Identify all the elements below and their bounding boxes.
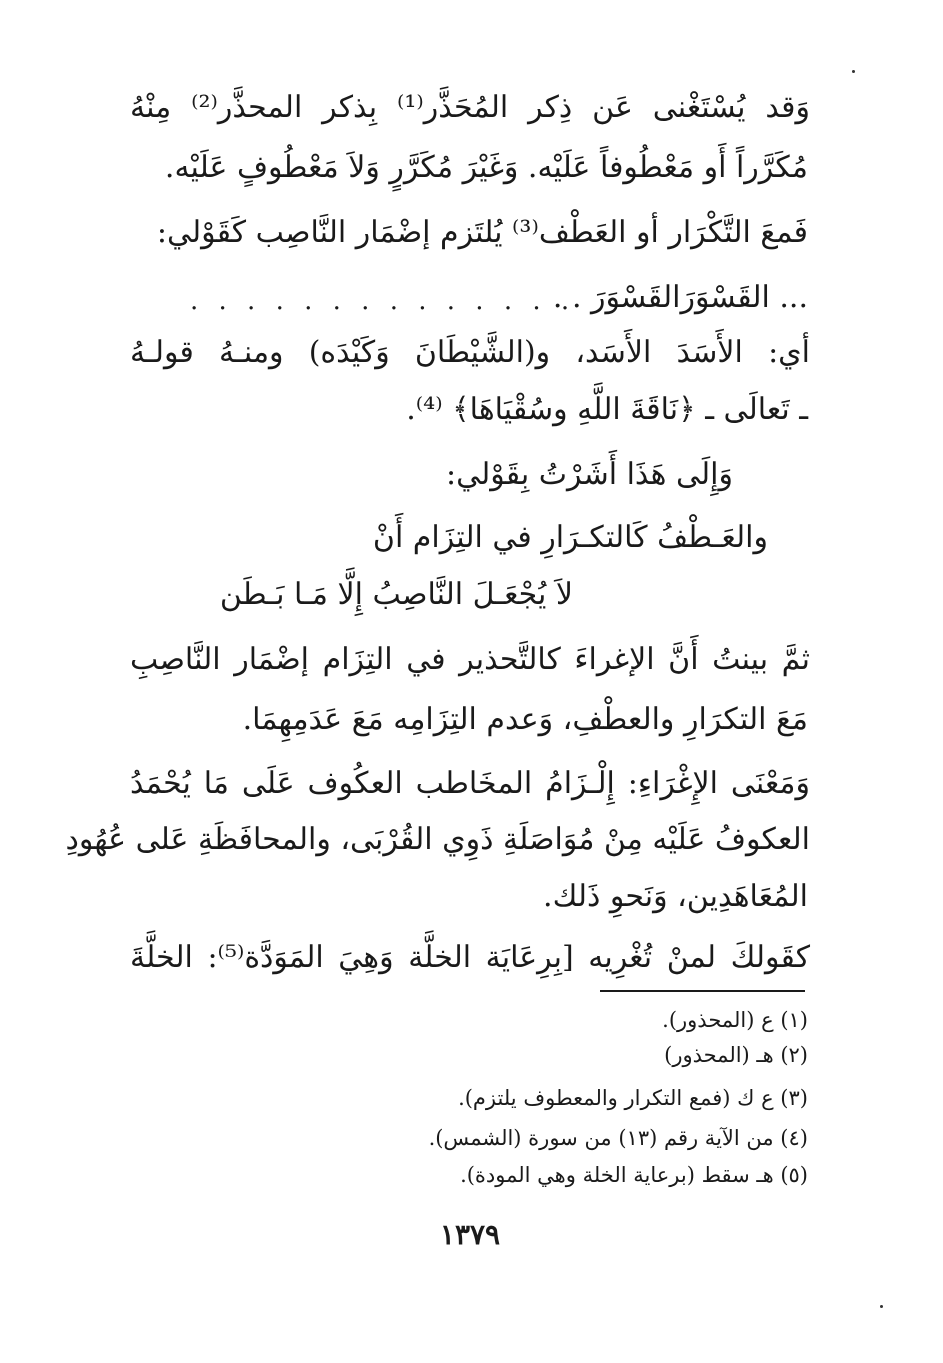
footnote-2: (٢) هـ (المحذور)	[664, 1043, 808, 1067]
text-line: المُعَاهَدِين، وَنَحوِ ذَلك.	[543, 879, 808, 914]
footnote-separator	[600, 990, 805, 992]
verse-fragment: ... القَسْوَرَالقَسْوَرَ . .	[552, 280, 808, 315]
text-line: فَمعَ التَّكْرَار أو العَطْف⁽³⁾ يُلتَزم إضْمَار النَّاصِب كَقَوْلي:	[156, 215, 808, 250]
text-line: مَعَ التكرَارِ والعطْفِ، وَعدم التِزَامِه مَعَ عَدَمِهِمَا.	[242, 702, 808, 737]
text-line: كقَولكَ لمنْ تُغْرِيه [بِرِعَايَة الخلَّة وَهِيَ المَوَدَّة⁽⁵⁾: الخلَّةَ	[130, 940, 810, 975]
text-line: وَقد يُسْتَغْنى عَن ذِكر المُحَذَّر⁽¹⁾ بِذكر المحذَّر⁽²⁾ مِنْهُ	[130, 90, 810, 125]
text-line: ثمَّ بينتُ أَنَّ الإغراءَ كالتَّحذير في التِزَام إضْمَار النَّاصِبِ	[130, 642, 810, 677]
footnote-3: (٣) ع ك (فمع التكرار والمعطوف يلتزم).	[458, 1086, 808, 1110]
scan-speck	[880, 1305, 883, 1308]
text-line: العكوفُ عَلَيْه مِنْ مُوَاصَلَةِ ذَوِي القُرْبَى، والمحافَظَةِ عَلى عُهُودِ	[65, 822, 810, 857]
text-line: أي: الأَسَدَ الأَسَد، و(الشَّيْطَانَ وَكَيْدَه) ومنـهُ قولـهُ	[130, 335, 810, 370]
text-line: وَمَعْنَى الإِغْرَاءِ: إِلْـزَامُ المخَاطب العكُوف عَلَى مَا يُحْمَدُ	[130, 766, 810, 801]
poem-verse-line: لاَ يُجْعَـلَ النَّاصِبُ إِلَّا مَـا بَـطَن	[219, 577, 573, 612]
page-number: ١٣٧٩	[439, 1218, 501, 1251]
text-line: مُكَرَّراً أَو مَعْطُوفاً عَلَيْه. وَغَيْرَ مُكَرَّرٍ وَلاَ مَعْطُوفٍ عَلَيْه.	[164, 150, 808, 185]
poem-verse-line: والعَـطْفُ كَالتكـرَارِ في التِزَام أَنْ	[372, 520, 768, 555]
ellipsis-dots: . . . . . . . . . . . . . .	[190, 286, 576, 316]
text-line: وَإِلَى هَذَا أَشَرْتُ بِقَوْلي:	[445, 457, 733, 492]
text-line: ـ تَعالَى ـ ﴿نَاقَةَ اللَّهِ وسُقْيَاهَا﴾ ⁽⁴⁾.	[406, 392, 808, 427]
scan-speck	[852, 70, 855, 73]
footnote-1: (١) ع (المحذور).	[662, 1008, 808, 1032]
footnote-5: (٥) هـ سقط (برعاية الخلة وهي المودة).	[460, 1163, 808, 1187]
footnote-4: (٤) من الآية رقم (١٣) من سورة (الشمس).	[428, 1126, 808, 1150]
